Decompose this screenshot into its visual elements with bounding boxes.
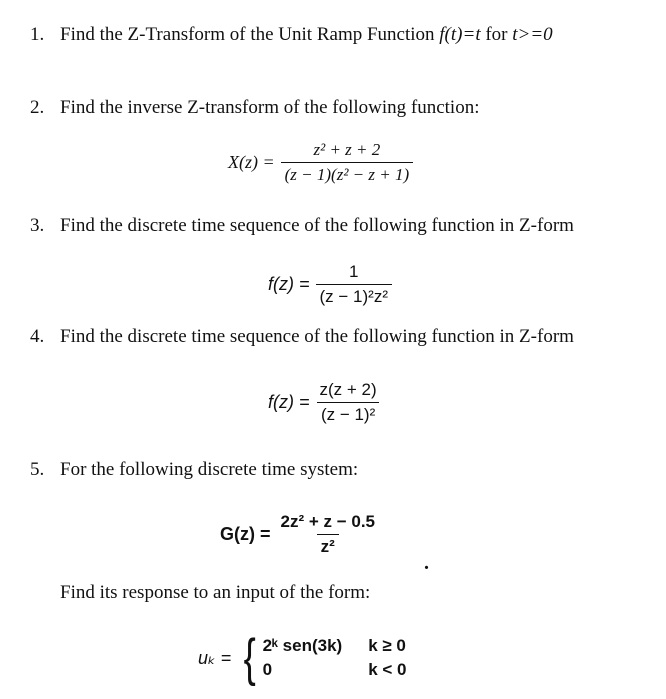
equation-q2 xyxy=(228,140,413,185)
equation-q3 xyxy=(268,262,392,307)
numerator: z² + z + 2 xyxy=(313,140,381,159)
fraction xyxy=(277,512,380,557)
case-1-condition: k ≥ 0 xyxy=(368,636,406,655)
fraction xyxy=(316,380,381,425)
denominator: (z − 1)²z² xyxy=(316,284,392,307)
equation-lhs: G(z) = xyxy=(220,524,271,544)
question-2 xyxy=(30,97,480,119)
cases xyxy=(263,636,407,680)
ramp-function: f(t)=t xyxy=(439,24,481,45)
ramp-condition: t>=0 xyxy=(512,24,553,45)
question-5 xyxy=(30,459,358,481)
case-1-expression: 2ᵏ sen(3k) xyxy=(262,636,343,655)
equation-lhs: f(z) = xyxy=(268,274,310,294)
followup-text: Find its response to an input of the form: xyxy=(60,582,371,603)
question-number: 5. xyxy=(30,459,45,480)
numerator: 2z² + z − 0.5 xyxy=(280,512,376,531)
question-text: Find the inverse Z-transform of the following function: xyxy=(60,97,480,118)
question-text: Find the Z-Transform of the Unit Ramp Function xyxy=(60,24,440,45)
fraction xyxy=(281,140,414,185)
question-3 xyxy=(30,215,574,237)
denominator: (z − 1)(z² − z + 1) xyxy=(281,162,414,185)
question-text: Find the discrete time sequence of the following function in Z-form xyxy=(60,215,574,236)
equation-q4 xyxy=(268,380,381,425)
denominator: (z − 1)² xyxy=(317,402,379,425)
question-number: 4. xyxy=(30,326,45,347)
numerator: z(z + 2) xyxy=(319,380,377,399)
for-word: for xyxy=(480,24,513,45)
equation-input xyxy=(198,629,407,687)
case-2-condition: k < 0 xyxy=(368,660,407,679)
numerator: 1 xyxy=(349,262,359,281)
question-number: 1. xyxy=(30,24,45,45)
fraction xyxy=(316,262,392,307)
question-1 xyxy=(30,24,553,46)
equation-lhs: X(z) = xyxy=(228,152,275,172)
case-2-expression: 0 xyxy=(262,660,273,679)
question-number: 2. xyxy=(30,97,45,118)
question-4 xyxy=(30,326,574,348)
equation-lhs: uₖ = xyxy=(198,647,232,668)
equation-q5 xyxy=(220,512,379,557)
trailing-period: . xyxy=(424,552,429,574)
denominator: z² xyxy=(317,534,339,557)
question-text: For the following discrete time system: xyxy=(60,459,359,480)
question-number: 3. xyxy=(30,215,45,236)
brace: { xyxy=(243,629,256,687)
equation-lhs: f(z) = xyxy=(268,392,310,412)
question-text: Find the discrete time sequence of the following function in Z-form xyxy=(60,326,574,347)
